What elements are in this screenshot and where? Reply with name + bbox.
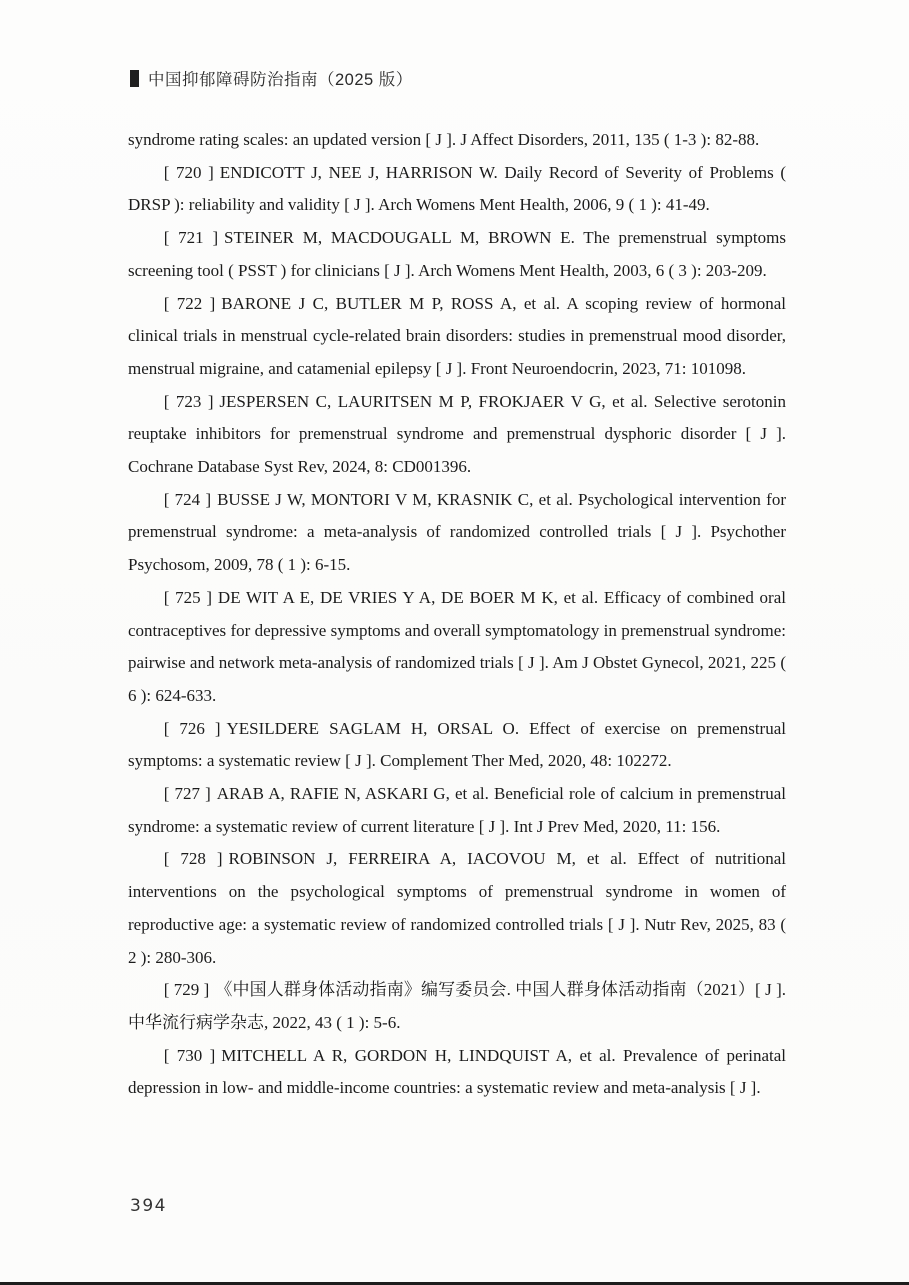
reference-number: [ 724 ]	[163, 489, 212, 509]
reference-number: [ 725 ]	[163, 587, 212, 607]
reference-entry	[128, 974, 786, 1039]
reference-entry	[128, 843, 786, 974]
reference-text: STEINER M, MACDOUGALL M, BROWN E. The premenstrual symptoms screening tool ( PSST ) for clinicians [ J ]. Arch Womens Ment Health, 2003, 6 ( 3 ): 203-209.	[128, 228, 786, 280]
reference-text: JESPERSEN C, LAURITSEN M P, FROKJAER V G, et al. Selective serotonin reuptake inhibitors for premenstrual syndrome and premenstrual dysphoric disorder [ J ]. Cochrane Database Syst Rev, 2024, 8: CD001396.	[128, 391, 786, 477]
running-header	[130, 66, 413, 90]
reference-entry	[128, 222, 786, 287]
reference-entry	[128, 713, 786, 778]
reference-text: ROBINSON J, FERREIRA A, IACOVOU M, et al. Effect of nutritional interventions on the psychological symptoms of premenstrual syndrome in women of reproductive age: a systematic review of randomized controlled trials [ J ]. Nutr Rev, 2025, 83 ( 2 ): 280-306.	[128, 849, 786, 967]
reference-number: [ 721 ]	[163, 228, 219, 248]
reference-entry	[128, 1040, 786, 1105]
reference-entry	[128, 157, 786, 222]
reference-number: [ 727 ]	[163, 784, 211, 804]
reference-text: DE WIT A E, DE VRIES Y A, DE BOER M K, et al. Efficacy of combined oral contraceptives for depressive symptoms and overall symptomatology in premenstrual syndrome: pairwise and network meta-analysis of randomized trials [ J ]. Am J Obstet Gynecol, 2021, 225 ( 6 ): 624-633.	[128, 587, 786, 705]
running-header-title: 中国抑郁障碍防治指南（2025 版）	[148, 71, 413, 89]
reference-number: [ 726 ]	[163, 718, 221, 738]
reference-number: [ 729 ]	[163, 980, 210, 1000]
reference-text: 《中国人群身体活动指南》编写委员会. 中国人群身体活动指南（2021）[ J ]. 中华流行病学杂志, 2022, 43 ( 1 ): 5-6.	[128, 980, 786, 1032]
reference-text: BARONE J C, BUTLER M P, ROSS A, et al. A scoping review of hormonal clinical trials in menstrual cycle-related brain disorders: studies in premenstrual mood disorder, menstrual migraine, and catamenial epilepsy [ J ]. Front Neuroendocrin, 2023, 71: 101098.	[128, 293, 786, 378]
reference-entry	[128, 484, 786, 582]
page-number: 394	[130, 1196, 167, 1216]
reference-text: MITCHELL A R, GORDON H, LINDQUIST A, et al. Prevalence of perinatal depression in low- and middle-income countries: a systematic review and meta-analysis [ J ].	[128, 1045, 786, 1098]
reference-entry	[128, 778, 786, 843]
reference-entry	[128, 582, 786, 713]
reference-text: YESILDERE SAGLAM H, ORSAL O. Effect of exercise on premenstrual symptoms: a systematic review [ J ]. Complement Ther Med, 2020, 48: 102272.	[128, 718, 786, 771]
reference-text: ARAB A, RAFIE N, ASKARI G, et al. Beneficial role of calcium in premenstrual syndrome: a systematic review of current literature [ J ]. Int J Prev Med, 2020, 11: 156.	[128, 784, 786, 836]
reference-text: ENDICOTT J, NEE J, HARRISON W. Daily Record of Severity of Problems ( DRSP ): reliability and validity [ J ]. Arch Womens Ment Health, 2006, 9 ( 1 ): 41-49.	[128, 162, 786, 215]
reference-number: [ 730 ]	[163, 1045, 216, 1065]
reference-number: [ 722 ]	[163, 293, 216, 313]
reference-entry	[128, 288, 786, 386]
reference-number: [ 720 ]	[163, 162, 214, 182]
reference-number: [ 728 ]	[163, 849, 223, 869]
section-bar-icon	[130, 70, 139, 87]
references-list	[128, 124, 786, 1105]
reference-number: [ 723 ]	[163, 391, 214, 411]
reference-continuation: syndrome rating scales: an updated version [ J ]. J Affect Disorders, 2011, 135 ( 1-3 ): 82-88.	[128, 130, 760, 149]
reference-entry	[128, 386, 786, 484]
reference-text: BUSSE J W, MONTORI V M, KRASNIK C, et al. Psychological intervention for premenstrual syndrome: a meta-analysis of randomized controlled trials [ J ]. Psychother Psychosom, 2009, 78 ( 1 ): 6-15.	[128, 489, 786, 575]
